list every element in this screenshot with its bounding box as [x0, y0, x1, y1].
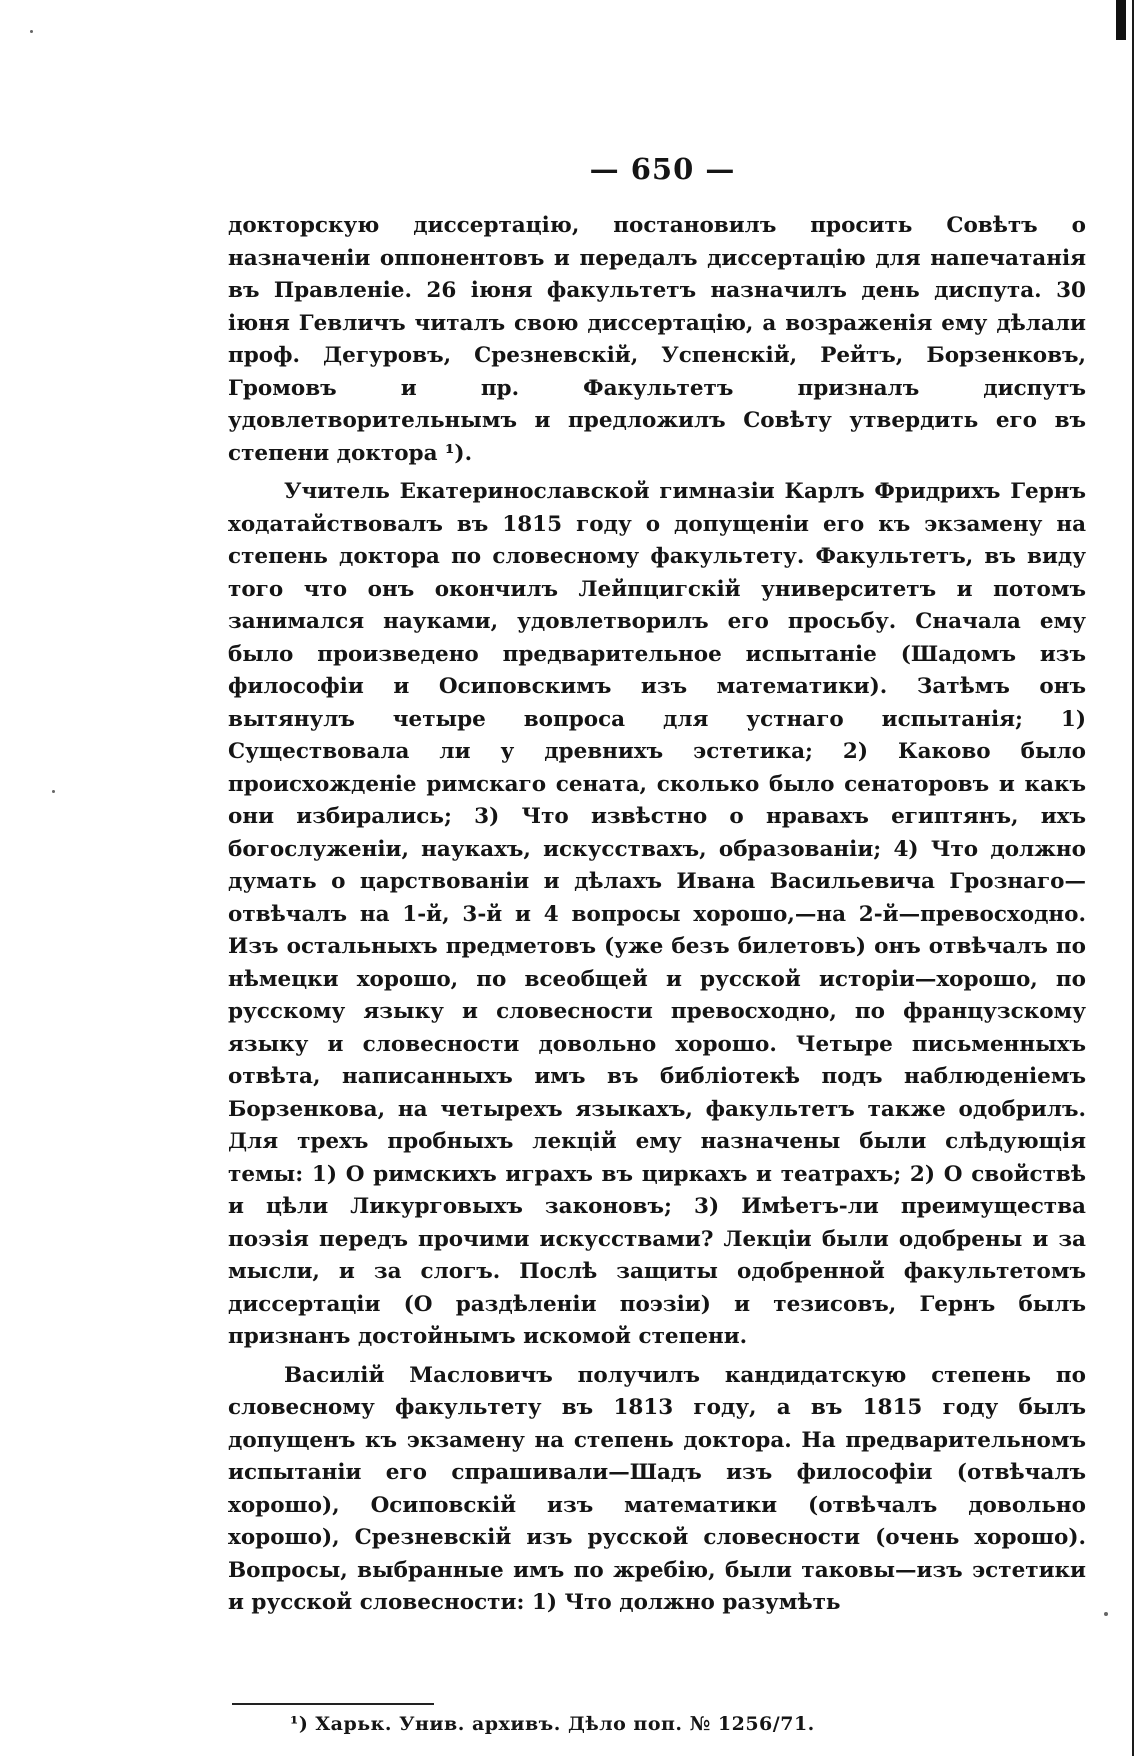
page-number: — 650 —	[589, 152, 736, 186]
page-edge-line	[1132, 0, 1134, 1756]
page-edge-mark	[1116, 0, 1126, 40]
body-text	[228, 210, 1086, 1620]
scan-speck	[1104, 1612, 1108, 1616]
paragraph-continuation: докторскую диссертацію, постановилъ просить Совѣтъ о назначеніи оппонентовъ и передалъ диссертацію для напечатанія въ Правленіе. 26 іюня факультетъ назначилъ день диспута. 30 іюня Гевличъ читалъ свою диссертацію, а возраженія ему дѣлали проф. Дегуровъ, Срезневскій, Успенскій, Рейтъ, Борзенковъ, Громовъ и пр. Факультетъ призналъ диспутъ удовлетворительнымъ и предложилъ Совѣту утвердить его въ степени доктора ¹).	[228, 213, 1086, 466]
scan-speck	[30, 30, 33, 33]
paragraph-maslovich: Василій Масловичъ получилъ кандидатскую степень по словесному факультету въ 1813 году, а въ 1815 году былъ допущенъ къ экзамену на степень доктора. На предварительномъ испытаніи его спрашивали—Шадъ изъ философіи (отвѣчалъ хорошо), Осиповскій изъ математики (отвѣчалъ довольно хорошо), Срезневскій изъ русской словесности (очень хорошо). Вопросы, выбранные имъ по жребію, были таковы—изъ эстетики и русской словесности: 1) Что должно разумѣть	[228, 1362, 1086, 1615]
paragraph-hern: Учитель Екатеринославской гимназіи Карлъ Фридрихъ Гернъ ходатайствовалъ въ 1815 году о допущеніи его къ экзамену на степень доктора по словесному факультету. Факультетъ, въ виду того что онъ окончилъ Лейпцигскій университетъ и потомъ занимался науками, удовлетворилъ его просьбу. Сначала ему было произведено предварительное испытаніе (Шадомъ изъ философіи и Осиповскимъ изъ математики). Затѣмъ онъ вытянулъ четыре вопроса для устнаго испытанія; 1) Существовала ли у древнихъ эстетика; 2) Каково было происхожденіе римскаго сената, сколько было сенаторовъ и какъ они избирались; 3) Что извѣстно о нравахъ египтянъ, ихъ богослуженіи, наукахъ, искусствахъ, образованіи; 4) Что должно думать о царствованіи и дѣлахъ Ивана Васильевича Грознаго—отвѣчалъ на 1-й, 3-й и 4 вопросы хорошо,—на 2-й—превосходно. Изъ остальныхъ предметовъ (уже безъ билетовъ) онъ отвѣчалъ по нѣмецки хорошо, по всеобщей и русской исторіи—хорошо, по русскому языку и словесности превосходно, по французскому языку и словесности довольно хорошо. Четыре письменныхъ отвѣта, написанныхъ имъ въ библіотекѣ подъ наблюденіемъ Борзенкова, на четырехъ языкахъ, факультетъ также одобрилъ. Для трехъ пробныхъ лекцій ему назначены были слѣдующія темы: 1) О римскихъ играхъ въ циркахъ и театрахъ; 2) О свойствѣ и цѣли Ликурговыхъ законовъ; 3) Имѣетъ-ли преимущества поэзія передъ прочими искусствами? Лекціи были одобрены и за мысли, и за слогъ. Послѣ защиты одобренной факультетомъ диссертаціи (О раздѣленіи поэзіи) и тезисовъ, Гернъ былъ признанъ достойнымъ искомой степени.	[228, 479, 1086, 1349]
scan-speck	[52, 790, 55, 793]
footnote: ¹) Харьк. Унив. архивъ. Дѣло поп. № 1256/71.	[290, 1713, 815, 1735]
footnote-divider	[232, 1703, 434, 1705]
